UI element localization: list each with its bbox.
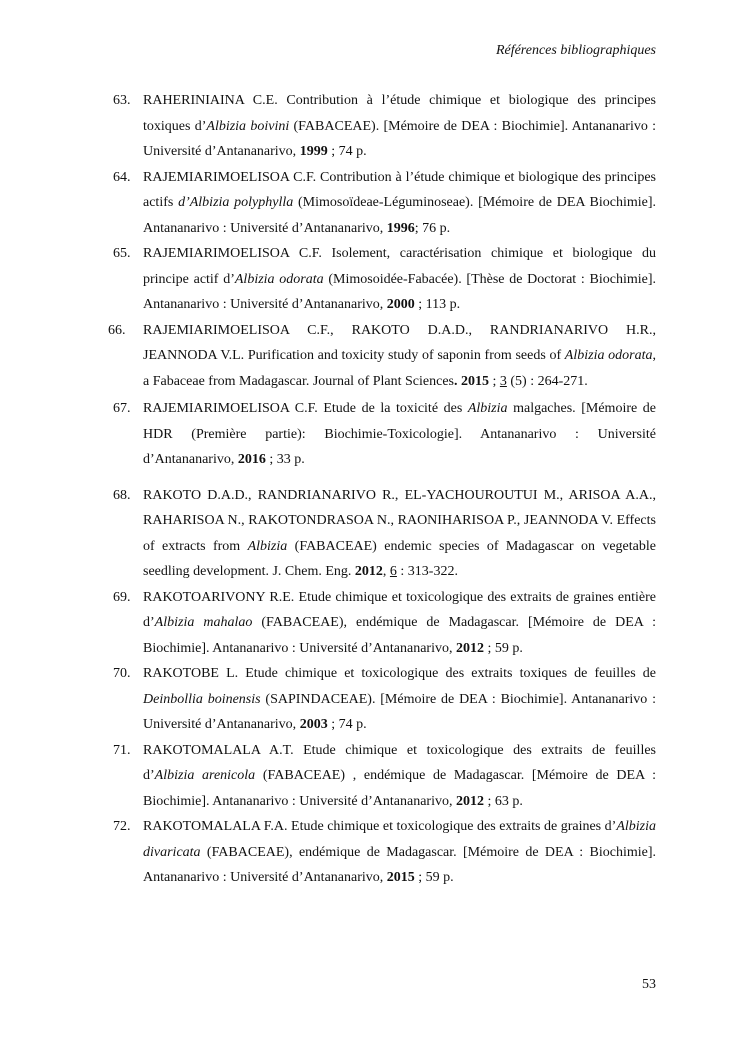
reference-text-segment: Albizia: [247, 538, 288, 554]
reference-number: 69.: [113, 589, 131, 605]
reference-text-segment: , a Fabaceae from Madagascar. Journal of Plant Sciences: [143, 348, 656, 389]
reference-text-segment: 3: [499, 373, 507, 389]
reference-text-segment: . 2015: [454, 373, 489, 389]
reference-text-segment: RAJEMIARIMOELISOA C.F. Etude de la toxicité des: [143, 401, 468, 416]
reference-number: 65.: [113, 246, 131, 261]
reference-text-segment: RAJEMIARIMOELISOA C.F., RAKOTO D.A.D., RANDRIANARIVO H.R., JEANNODA V.L. Purification and toxicity study of saponin from seeds of: [143, 322, 656, 363]
reference-text-segment: 2000: [386, 297, 415, 312]
reference-number: 64.: [113, 169, 131, 185]
page-header-title: Références bibliographiques: [495, 43, 656, 58]
reference-text-segment: 2016: [237, 452, 266, 467]
reference-text-segment: 2012: [455, 640, 484, 656]
reference-text-segment: (FABACEAE), endémique de Madagascar. [Mémoire de DEA : Biochimie]. Antananarivo : Université d’Antananarivo,: [143, 615, 657, 656]
reference-item: [113, 585, 657, 662]
reference-text-segment: RAKOTOMALALA A.T. Etude chimique et toxicologique des extraits de feuilles d’: [143, 742, 656, 783]
reference-text-segment: ; 63 p.: [483, 793, 523, 809]
page-number: 53: [642, 977, 656, 992]
reference-text-segment: (FABACEAE) , endémique de Madagascar. [Mémoire de DEA : Biochimie]. Antananarivo : Université d’Antananarivo,: [143, 768, 656, 809]
reference-text-segment: (5) : 264-271.: [506, 373, 588, 389]
reference-text-segment: Albizia odorata: [234, 271, 324, 287]
reference-text-segment: malgaches. [Mémoire de HDR (Première partie): Biochimie-Toxicologie]. Antananarivo : Université d’Antananarivo,: [143, 401, 656, 467]
reference-text-segment: Albizia: [467, 401, 508, 416]
reference-item: [113, 165, 657, 242]
reference-item: [113, 88, 657, 165]
reference-text-segment: RAKOTOBE L. Etude chimique et toxicologique des extraits toxiques de feuilles de: [143, 666, 656, 681]
reference-item: [108, 318, 656, 395]
reference-text-segment: 1996: [386, 220, 415, 236]
reference-text-segment: 2012: [455, 793, 484, 809]
reference-number: 70.: [113, 666, 131, 681]
reference-text-segment: ;: [489, 373, 500, 389]
reference-text-segment: Deinbollia boinensis: [143, 691, 261, 707]
reference-text-segment: (FABACEAE), endémique de Madagascar. [Mémoire de DEA : Biochimie]. Antananarivo : Université d’Antananarivo,: [143, 844, 656, 885]
reference-text-segment: 2003: [299, 717, 328, 732]
reference-text-segment: RAJEMIARIMOELISOA C.F. Contribution à l’étude chimique et biologique des principes actifs: [143, 169, 656, 210]
reference-text-segment: ; 33 p.: [265, 452, 305, 467]
reference-number: 63.: [113, 93, 131, 108]
reference-number: 72.: [113, 819, 131, 834]
reference-item: [113, 241, 657, 318]
reference-text-segment: ; 74 p.: [327, 717, 367, 732]
reference-text-segment: RAKOTOMALALA F.A. Etude chimique et toxicologique des extraits de graines d’: [143, 819, 617, 834]
reference-text-segment: 6: [389, 564, 397, 579]
reference-text-segment: Albizia arenicola: [154, 768, 256, 783]
reference-item: [113, 396, 656, 473]
reference-text-segment: Albizia divaricata: [143, 819, 656, 860]
reference-text-segment: RAKOTO D.A.D., RANDRIANARIVO R., EL-YACHOUROUTUI M., ARISOA A.A., RAHARISOA N., RAKOTONDRASOA N., RAONIHARISOA P., JEANNODA V. Effects of extracts from: [143, 487, 656, 554]
reference-text-segment: : 313-322.: [396, 564, 458, 579]
reference-text-segment: Albizia odorata: [564, 348, 653, 363]
reference-item: [113, 814, 656, 891]
reference-item: [113, 661, 656, 738]
reference-text-segment: ; 59 p.: [483, 640, 523, 656]
reference-text-segment: ; 76 p.: [414, 220, 451, 236]
reference-text-segment: ,: [382, 564, 390, 579]
reference-item: [113, 738, 656, 815]
reference-text-segment: (FABACEAE) endemic species of Madagascar on vegetable seedling development. J. Chem. Eng.: [143, 538, 656, 579]
reference-list: [0, 88, 745, 891]
reference-text-segment: 1999: [299, 144, 328, 159]
reference-text-segment: 2012: [354, 564, 383, 579]
reference-text-segment: ; 59 p.: [414, 870, 454, 885]
reference-text-segment: Albizia mahalao: [154, 615, 253, 630]
reference-number: 66.: [108, 322, 126, 338]
reference-text-segment: (Mimosoidée-Fabacée). [Thèse de Doctorat : Biochimie]. Antananarivo : Université d’Antananarivo,: [143, 271, 657, 312]
reference-text-segment: d’Albizia polyphylla: [178, 195, 294, 210]
reference-text-segment: RAKOTOARIVONY R.E. Etude chimique et toxicologique des extraits de graines entière d’: [143, 589, 656, 630]
reference-text-segment: RAJEMIARIMOELISOA C.F. Isolement, caractérisation chimique et biologique du principe actif d’: [143, 246, 656, 287]
reference-text-segment: RAHERINIAINA C.E. Contribution à l’étude chimique et biologique des principes toxiques d’: [143, 93, 656, 134]
reference-item: [113, 483, 656, 585]
reference-number: 71.: [113, 742, 131, 758]
reference-text-segment: (Mimosoïdeae-Léguminoseae). [Mémoire de DEA Biochimie]. Antananarivo : Université d’Antananarivo,: [143, 195, 657, 236]
reference-number: 67.: [113, 401, 131, 416]
reference-text-segment: ; 113 p.: [414, 297, 461, 312]
reference-number: 68.: [113, 487, 131, 503]
reference-text-segment: Albizia boivini: [206, 118, 290, 134]
reference-text-segment: (SAPINDACEAE). [Mémoire de DEA : Biochimie]. Antananarivo : Université d’Antananarivo,: [143, 691, 656, 732]
reference-text-segment: 2015: [386, 870, 415, 885]
reference-text-segment: (FABACEAE). [Mémoire de DEA : Biochimie]. Antananarivo : Université d’Antananarivo,: [143, 118, 657, 159]
reference-text-segment: ; 74 p.: [327, 144, 367, 159]
